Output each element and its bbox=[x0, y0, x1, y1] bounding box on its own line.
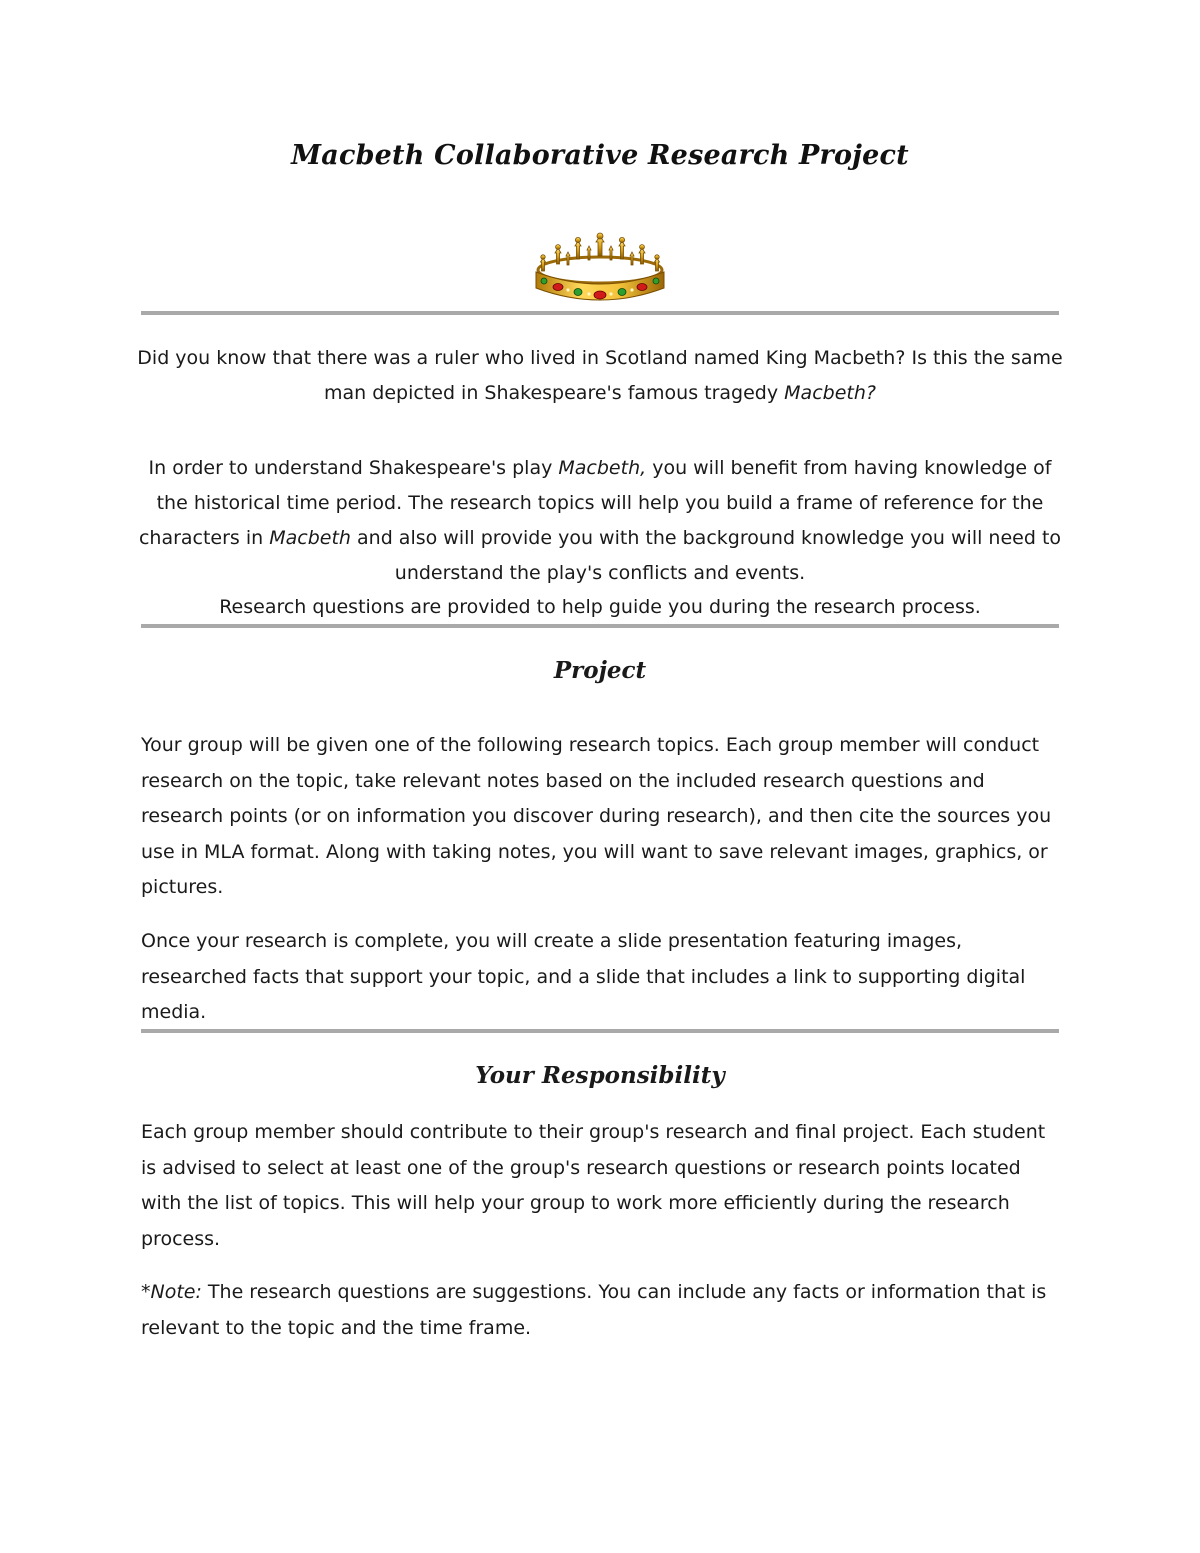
intro-paragraph-1 bbox=[130, 341, 1070, 411]
intro-text: Did you know that there was a ruler who lived in Scotland named King Macbeth? Is this the same man depicted in Shakespeare's famous tragedy bbox=[137, 347, 1063, 404]
intro-paragraph-3: Research questions are provided to help guide you during the research process. bbox=[219, 596, 981, 618]
section-divider bbox=[141, 311, 1059, 315]
note-text: The research questions are suggestions. You can include any facts or information that is relevant to the topic and the time frame. bbox=[141, 1281, 1047, 1339]
section-heading-responsibility: Your Responsibility bbox=[475, 1062, 725, 1089]
page-title: Macbeth Collaborative Research Project bbox=[291, 140, 909, 171]
note-paragraph bbox=[141, 1275, 1061, 1346]
section-divider bbox=[141, 1029, 1059, 1033]
crown-icon bbox=[528, 232, 672, 312]
intro-text: and also will provide you with the background knowledge you will need to understand the play's conflicts and events. bbox=[350, 527, 1062, 584]
play-title-italic: Macbeth, bbox=[558, 457, 647, 479]
intro-text: In order to understand Shakespeare's play bbox=[148, 457, 559, 479]
note-label: *Note: bbox=[141, 1281, 202, 1303]
play-title-italic: Macbeth? bbox=[784, 382, 876, 404]
responsibility-paragraph: Each group member should contribute to their group's research and final project. Each student is advised to select at least one of the group's research questions or research points located with the list of topics. This will help your group to work more efficiently during the research process. bbox=[141, 1121, 1046, 1250]
intro-paragraph-2 bbox=[130, 451, 1070, 591]
project-paragraph-2: Once your research is complete, you will create a slide presentation featuring images, researched facts that support your topic, and a slide that includes a link to supporting digital media. bbox=[141, 930, 1026, 1023]
play-title-italic: Macbeth bbox=[269, 527, 351, 549]
section-heading-project: Project bbox=[553, 657, 647, 684]
intro-text: you will benefit from having knowledge of the historical time period. The research topics will help you build a frame of reference for the characters in bbox=[138, 457, 1052, 549]
project-paragraph-1: Your group will be given one of the following research topics. Each group member will conduct research on the topic, take relevant notes based on the included research questions and research points (or on information you discover during research), and then cite the sources you use in MLA format. Along with taking notes, you will want to save relevant images, graphics, or pictures. bbox=[141, 734, 1052, 898]
section-divider bbox=[141, 624, 1059, 628]
